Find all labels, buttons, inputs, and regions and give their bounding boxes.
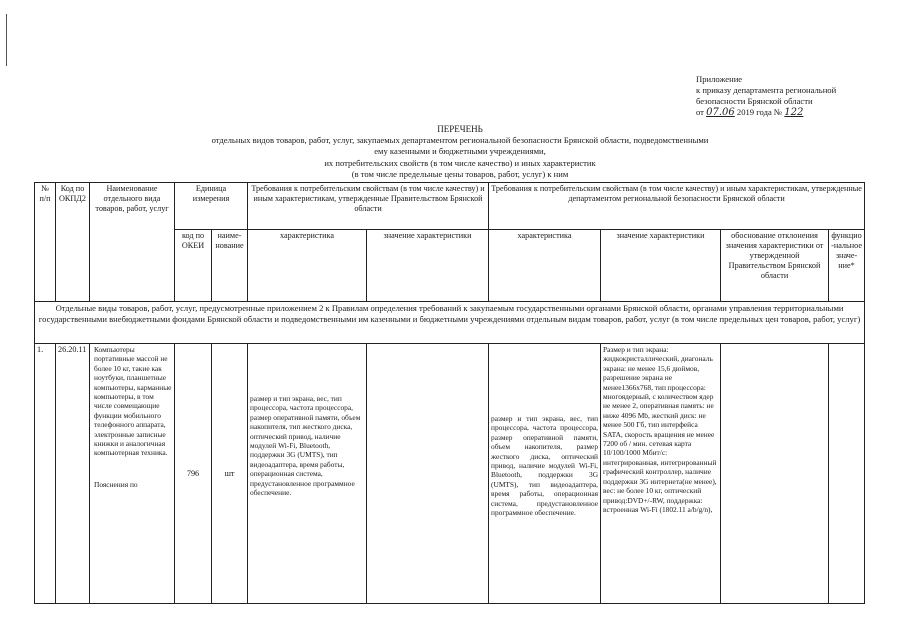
heading-title: ПЕРЕЧЕНЬ: [437, 124, 483, 134]
row-deviation: [721, 344, 829, 604]
row-name-note: Пояснения по: [94, 479, 138, 489]
heading-line-1: отдельных видов товаров, работ, услуг, закупаемых департаментом региональной безопасности Брянской области, подведомственными: [211, 135, 709, 146]
row-value-dept: Размер и тип экрана: жидкокристаллический, диагональ экрана: не менее 15,6 дюймов, разрешение экрана не менее1366х768, тип процессора: многоядерный, с количеством ядер не менее 2, оперативная память: не ниже 4096 Mb, жесткий диск: не менее 500 Гб, тип интерфейса SATA, скорость вращения не менее 7200 об / мин. сетевая карта 10/100/1000 Мбит/с: интегрированная, интегрированный графический контроллер, наличие поддержки 3G интернета(не менее), вес: не более 10 кг, оптический привод:DVD+/-RW, поддержка: встроенная Wi-Fi (1802.11 a/b/g/n),: [601, 344, 721, 604]
header-unit: Единица измерения: [175, 183, 248, 230]
header-function: функцио-нальное значе-ние*: [829, 230, 865, 302]
header-okpd: Код по ОКПД2: [56, 183, 90, 302]
appendix-year: 2019 года №: [736, 107, 783, 117]
row-unit: шт: [212, 344, 248, 604]
table-row: [35, 344, 865, 604]
header-req-gov: Требования к потребительским свойствам (в том числе качеству) и иным характеристикам, утвержденные Правительством Брянской области: [248, 183, 489, 230]
appendix-line-2: к приказу департамента региональной: [696, 85, 837, 95]
row-value-gov: [367, 344, 489, 604]
header-okei-code: код по ОКЕИ: [175, 230, 212, 302]
appendix-date-line: [696, 107, 836, 118]
row-name-cell: [90, 344, 175, 604]
row-okei: 796: [175, 344, 212, 604]
appendix-date: 07.06: [706, 107, 735, 118]
table-header-row-1: [35, 183, 865, 230]
header-unit-name: наиме-нование: [212, 230, 248, 302]
row-name: Компьютеры портативные массой не более 10 кг, такие как ноутбуки, планшетные компьютеры, карманные компьютеры, в том числе совмещающие функции мобильного телефонного аппарата, электронные записные книжки и аналогичная компьютерная техника.: [94, 345, 172, 458]
requirements-table: [34, 182, 865, 604]
binding-margin-line: [6, 14, 7, 66]
header-num: № п/п: [35, 183, 56, 302]
appendix-line-3: безопасности Брянской области: [696, 96, 813, 106]
row-function: [829, 344, 865, 604]
row-num: 1.: [35, 344, 56, 604]
appendix-number: 122: [784, 107, 804, 118]
row-char-gov: размер и тип экрана, вес, тип процессора, частота процессора, размер оперативной памяти, объем накопителя, тип жесткого диска, оптический привод, наличие модулей Wi-Fi, Bluetooth, поддержки 3G (UMTS), тип видеоадаптера, время работы, операционная система, предустановленное программное обеспечение.: [248, 344, 367, 604]
heading-line-4: (в том числе предельные цены товаров, работ, услуг) к ним: [351, 168, 569, 179]
header-req-dept: Требования к потребительским свойствам (в том числе качеству) и иным характеристикам, утвержденные департаментом региональной безопасности Брянской области: [489, 183, 865, 230]
header-char-dept: характеристика: [489, 230, 601, 302]
header-char-gov: характеристика: [248, 230, 367, 302]
heading-line-3: их потребительских свойств (в том числе качество) и иных характеристик: [324, 157, 596, 168]
section-description: Отдельные виды товаров, работ, услуг, предусмотренные приложением 2 к Правилам определения требований к закупаемым государственными органами Брянской области, органами управления территориальными государственными внебюджетными фондами Брянской области и подведомственными им казенными и бюджетными учреждениями отдельным видам товаров, работ, услуг (в том числе предельных цен товаров, работ, услуг): [35, 302, 865, 344]
row-char-dept: размер и тип экрана, вес, тип процессора, частота процессора, размер оперативной памяти, объем накопителя, размер жесткого диска, оптический привод, наличие модулей Wi-Fi, Bluetooth, поддержки 3G (UMTS), тип видеоадаптера, время работы, операционная система, предустановленное программное обеспечение.: [489, 344, 601, 604]
row-okpd: 26.20.11: [56, 344, 90, 604]
header-name: Наименование отдельного вида товаров, работ, услуг: [90, 183, 175, 302]
appendix-block: [696, 74, 836, 118]
section-row: [35, 302, 865, 344]
header-value-dept: значение характеристики: [601, 230, 721, 302]
appendix-date-prefix: от: [696, 107, 704, 117]
document-heading: [140, 124, 780, 180]
header-deviation: обоснование отклонения значения характеристики от утвержденной Правительством Брянской области: [721, 230, 829, 302]
heading-line-2: ему казенными и бюджетными учреждениями,: [374, 146, 546, 157]
appendix-line-1: Приложение: [696, 74, 743, 84]
header-value-gov: значение характеристики: [367, 230, 489, 302]
